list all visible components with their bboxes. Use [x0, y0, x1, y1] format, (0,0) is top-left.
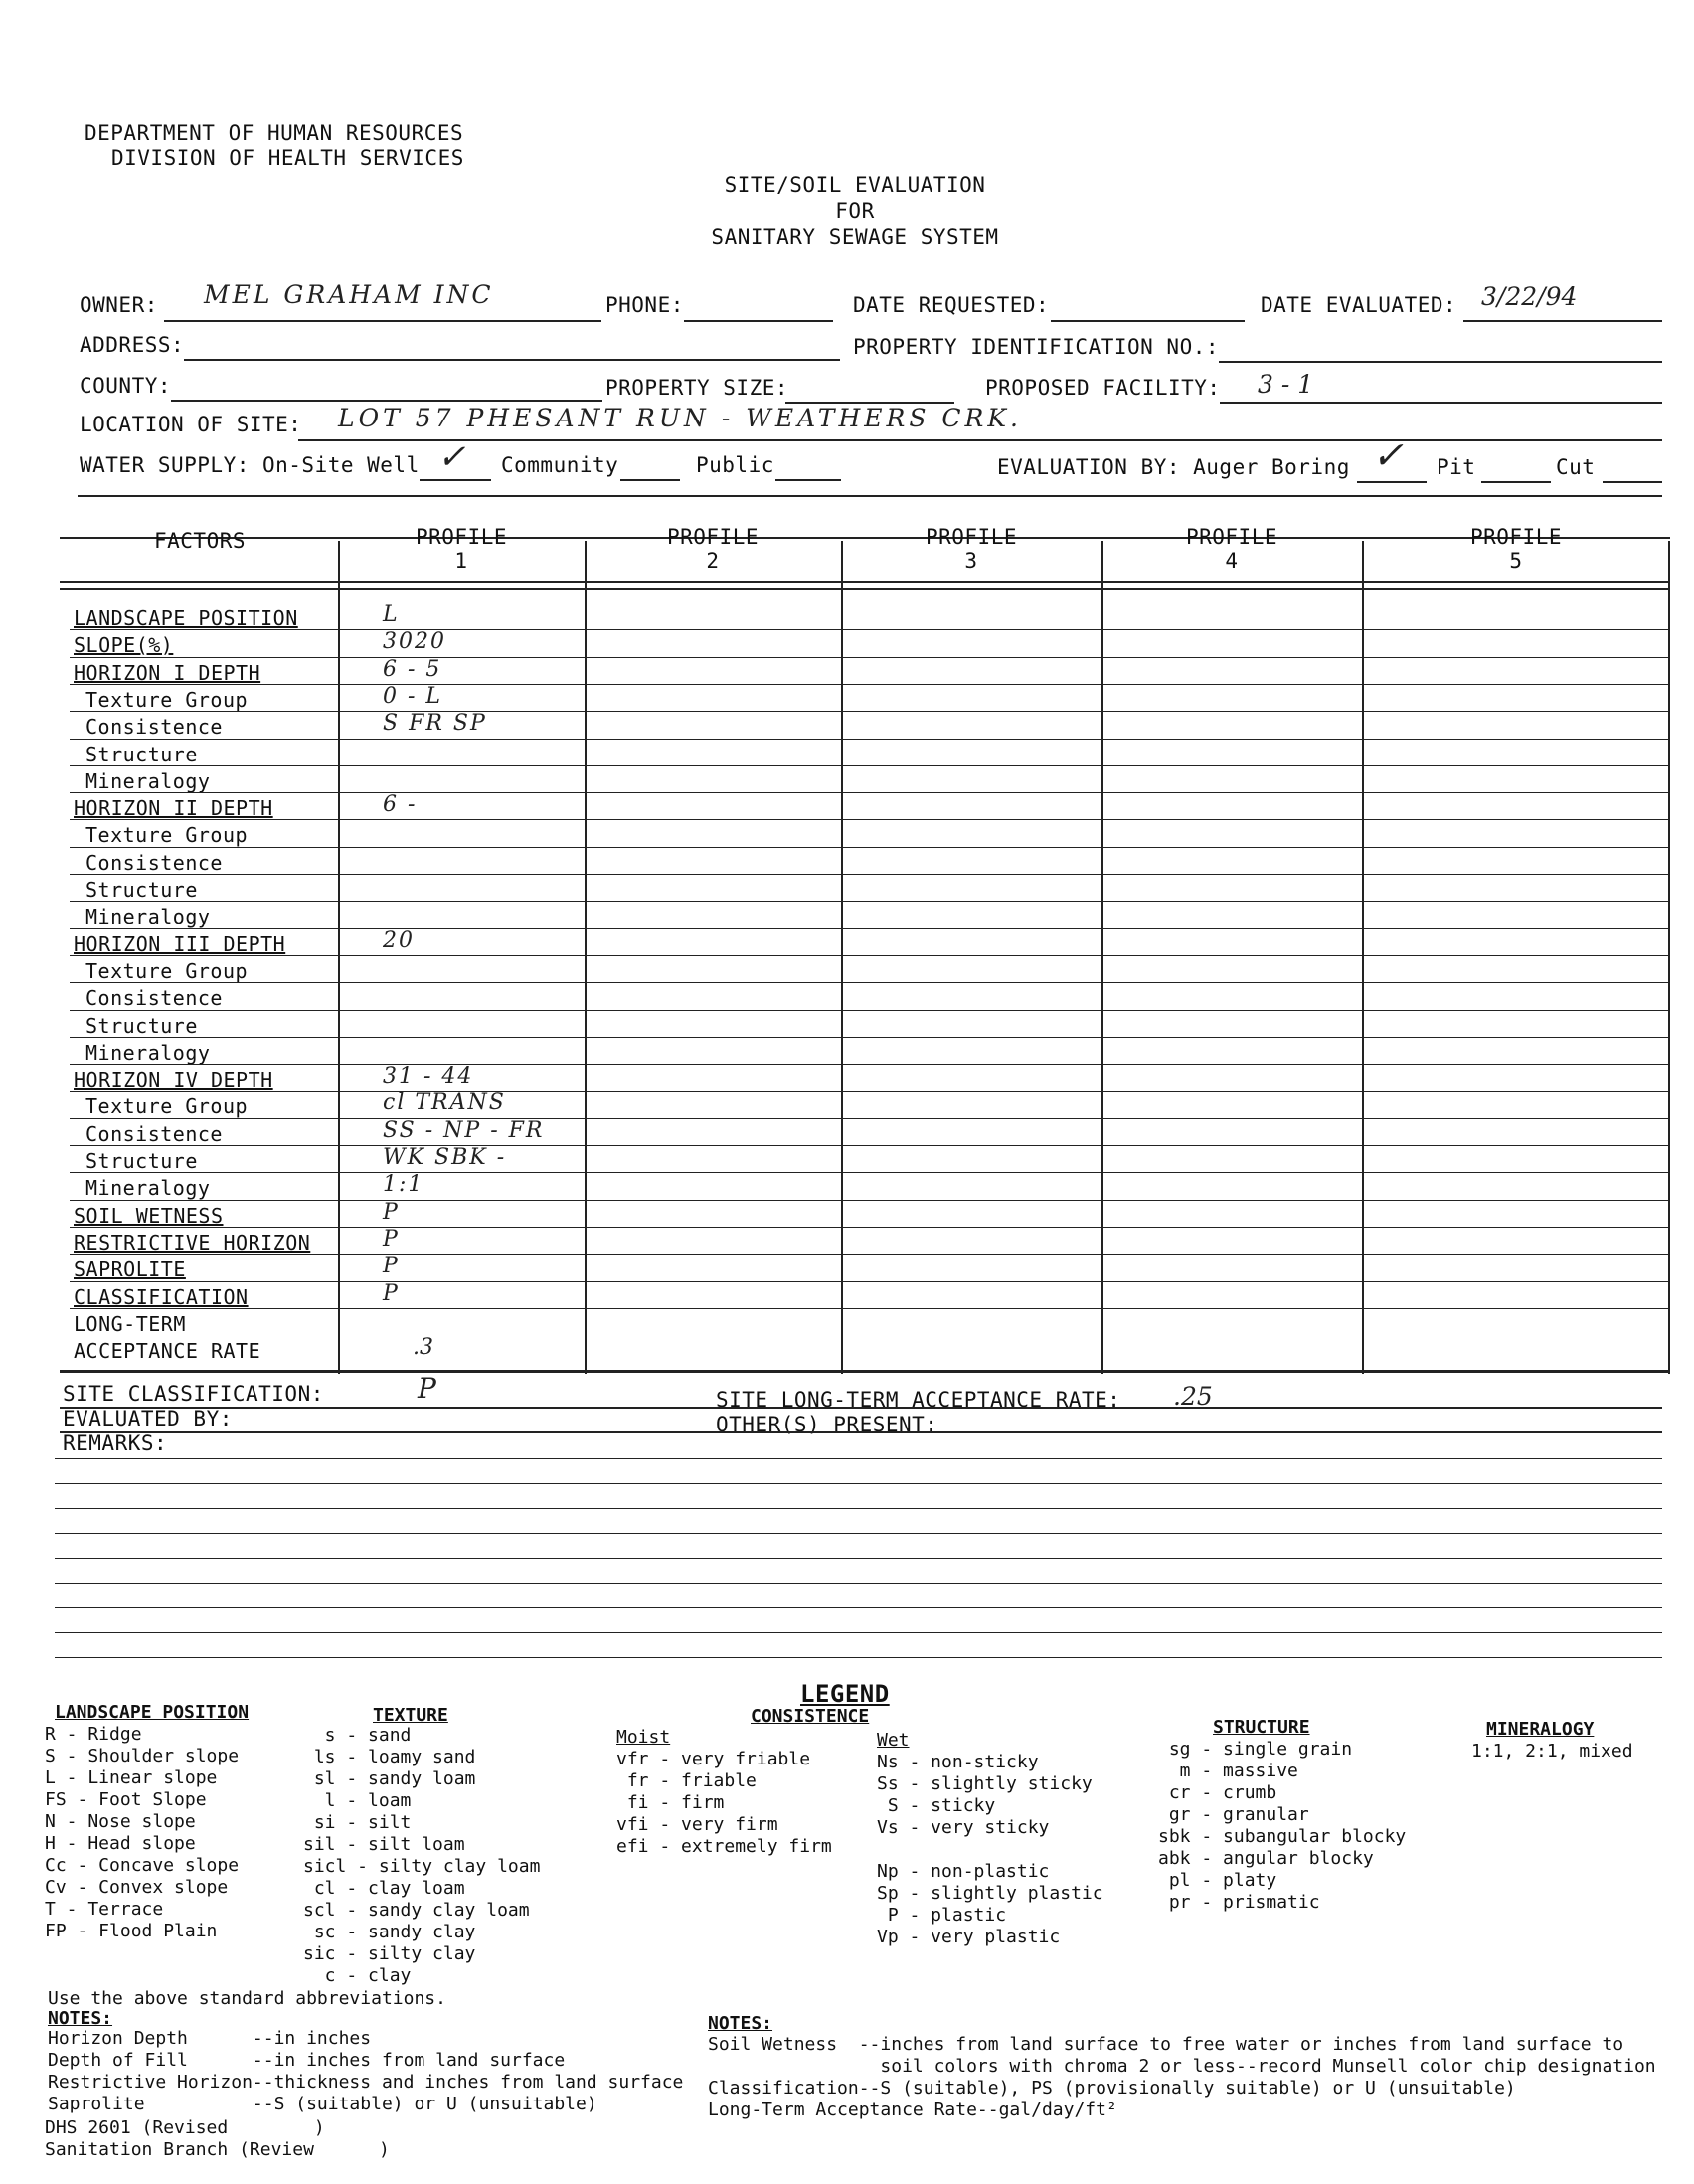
division-name: DIVISION OF HEALTH SERVICES	[111, 146, 464, 170]
ltar-value[interactable]: .3	[413, 1335, 433, 1361]
community-label: Community	[501, 453, 619, 477]
table-row-line	[70, 629, 1670, 630]
public-underline[interactable]	[775, 479, 841, 481]
remarks-line[interactable]	[55, 1583, 1662, 1584]
column-divider-3	[841, 541, 843, 1374]
well-underline	[420, 479, 491, 481]
evaluation-by-label: EVALUATION BY: Auger Boring	[997, 455, 1350, 479]
water-supply-label: WATER SUPPLY: On-Site Well	[80, 453, 420, 477]
moist-legend-title: Moist	[616, 1727, 671, 1748]
header-divider	[78, 495, 1662, 497]
pit-underline[interactable]	[1481, 481, 1551, 483]
factor-label: Structure	[85, 742, 198, 766]
evaluated-by-label: EVALUATED BY:	[63, 1407, 233, 1430]
profile-1-value[interactable]: 31 - 44	[383, 1064, 474, 1090]
texture-legend-items: s - sand ls - loamy sand sl - sandy loam l - loam si - silt sil - silt loam sicl - silty clay loam cl - clay loam scl - sandy clay loam sc - sandy clay sic - silty clay c - clay	[303, 1725, 541, 1986]
factor-label: Mineralogy	[85, 768, 211, 793]
profile-1-value[interactable]: SS - NP - FR	[383, 1117, 545, 1143]
summary-line-2[interactable]	[60, 1431, 1662, 1433]
table-row-line	[70, 1227, 1670, 1228]
table-row-line	[70, 1010, 1670, 1011]
community-underline[interactable]	[620, 479, 680, 481]
profile-1-value[interactable]: L	[383, 602, 400, 627]
remarks-line[interactable]	[55, 1558, 1662, 1559]
factor-label: LANDSCAPE POSITION	[74, 606, 298, 630]
profile-header-number-5: 5	[1509, 549, 1523, 573]
factor-label: Structure	[85, 1149, 198, 1173]
structure-legend-title: STRUCTURE	[1213, 1717, 1310, 1738]
profile-1-value[interactable]: P	[383, 1280, 400, 1306]
landscape-legend-title: LANDSCAPE POSITION	[55, 1702, 250, 1723]
profile-1-value[interactable]: 6 -	[383, 792, 418, 818]
date-requested-label: DATE REQUESTED:	[853, 293, 1050, 317]
ltar-label-line1: LONG-TERM	[74, 1311, 186, 1336]
profile-1-value[interactable]: P	[383, 1226, 400, 1252]
table-row-line	[70, 1118, 1670, 1119]
table-row-line	[70, 1145, 1670, 1146]
factor-label: Mineralogy	[85, 1176, 211, 1201]
department-name: DEPARTMENT OF HUMAN RESOURCES	[85, 121, 464, 145]
mineralogy-legend-items: 1:1, 2:1, mixed	[1471, 1741, 1633, 1762]
texture-legend-title: TEXTURE	[373, 1705, 448, 1726]
form-title-line2: FOR	[835, 199, 875, 223]
location-value[interactable]: LOT 57 PHESANT RUN - WEATHERS CRK.	[338, 404, 1022, 432]
profile-header-label-2: PROFILE	[666, 525, 759, 549]
table-right-border	[1668, 541, 1670, 1374]
factor-label: HORIZON II DEPTH	[74, 796, 273, 821]
factor-label: RESTRICTIVE HORIZON	[74, 1230, 311, 1255]
column-divider-5	[1362, 541, 1364, 1374]
date-evaluated-underline	[1463, 320, 1662, 322]
table-row-line	[70, 982, 1670, 983]
factor-label: Mineralogy	[85, 905, 211, 929]
others-present-label: OTHER(S) PRESENT:	[716, 1413, 938, 1436]
legend-title: LEGEND	[800, 1680, 890, 1708]
remarks-line[interactable]	[55, 1508, 1662, 1509]
remarks-line[interactable]	[55, 1607, 1662, 1608]
profile-1-value[interactable]: 1:1	[383, 1172, 424, 1198]
column-divider-2	[585, 541, 587, 1374]
notes-left-title: NOTES:	[48, 2008, 113, 2029]
table-row-line	[70, 1091, 1670, 1092]
table-row-line	[70, 1037, 1670, 1038]
summary-line-1	[60, 1407, 1662, 1409]
cut-label: Cut	[1556, 455, 1596, 479]
table-row-line	[70, 955, 1670, 956]
table-row-line	[70, 1254, 1670, 1255]
form-branch: Sanitation Branch (Review )	[45, 2139, 390, 2160]
notes-right-title: NOTES:	[708, 2013, 773, 2034]
profile-1-value[interactable]: 0 - L	[383, 683, 443, 709]
profile-1-value[interactable]: 6 - 5	[383, 656, 442, 682]
landscape-legend-items: R - Ridge S - Shoulder slope L - Linear slope FS - Foot Slope N - Nose slope H - Head slope Cc - Concave slope Cv - Convex slope T - Terrace FP - Flood Plain	[45, 1724, 240, 1941]
table-row-line	[70, 928, 1670, 929]
table-row-line	[70, 657, 1670, 658]
remarks-line[interactable]	[55, 1458, 1662, 1459]
column-divider-4	[1101, 541, 1103, 1374]
proposed-facility-underline	[1220, 402, 1662, 404]
factor-label: SLOPE(%)	[74, 633, 174, 658]
profile-header-label-4: PROFILE	[1185, 525, 1277, 549]
remarks-label: REMARKS:	[63, 1431, 168, 1455]
date-evaluated-value[interactable]: 3/22/94	[1481, 282, 1578, 311]
site-ltar-label: SITE LONG-TERM ACCEPTANCE RATE:	[716, 1388, 1121, 1412]
county-label: COUNTY:	[80, 374, 172, 398]
table-row-line	[70, 1172, 1670, 1173]
well-checkmark[interactable]: ✓	[437, 437, 466, 477]
factor-label: SAPROLITE	[74, 1258, 186, 1282]
profile-1-value[interactable]: P	[383, 1199, 400, 1225]
remarks-line[interactable]	[55, 1483, 1662, 1484]
wet-legend-items: Ns - non-sticky Ss - slightly sticky S - sticky Vs - very sticky Np - non-plastic Sp - slightly plastic P - plastic Vp - very plastic	[877, 1752, 1103, 1947]
site-ltar-value[interactable]: .25	[1173, 1382, 1213, 1411]
county-underline[interactable]	[171, 400, 602, 402]
owner-value[interactable]: MEL GRAHAM INC	[204, 280, 494, 309]
factor-label: Texture Group	[85, 823, 249, 848]
factor-label: HORIZON III DEPTH	[74, 931, 286, 956]
table-row-line	[70, 819, 1670, 820]
profile-1-value[interactable]: cl TRANS	[383, 1091, 506, 1116]
table-row-line	[70, 874, 1670, 875]
use-abbreviations-note: Use the above standard abbreviations.	[48, 1988, 446, 2009]
moist-legend-items: vfr - very friable fr - friable fi - firm vfi - very firm efi - extremely firm	[616, 1749, 832, 1857]
profile-header-number-4: 4	[1225, 549, 1239, 573]
form-title-line3: SANITARY SEWAGE SYSTEM	[711, 225, 999, 249]
factor-label: Mineralogy	[85, 1040, 211, 1065]
table-row-line	[70, 847, 1670, 848]
address-underline[interactable]	[184, 359, 840, 361]
factor-label: Structure	[85, 878, 198, 902]
profile-header-label-3: PROFILE	[925, 525, 1017, 549]
notes-right-items: Soil Wetness --inches from land surface to free water or inches from land surface to soil colors with chroma 2 or less--record Munsell color chip designation Classification--S (suitable), PS (provisionally suitable) or U (unsuitable) Long-Term Acceptance Rate--gal/day/ft²	[708, 2034, 1656, 2120]
site-classification-value[interactable]: P	[418, 1372, 436, 1405]
factor-label: Consistence	[85, 850, 223, 875]
remarks-line[interactable]	[55, 1657, 1662, 1658]
profile-1-value[interactable]: WK SBK -	[383, 1145, 507, 1170]
table-row-line	[70, 1281, 1670, 1282]
phone-label: PHONE:	[605, 293, 684, 317]
factor-label: Consistence	[85, 1121, 223, 1146]
profile-1-value[interactable]: P	[383, 1254, 400, 1279]
profile-1-value[interactable]: S FR SP	[383, 711, 487, 737]
location-label: LOCATION OF SITE:	[80, 413, 302, 436]
structure-legend-items: sg - single grain m - massive cr - crumb gr - granular sbk - subangular blocky abk - angular blocky pl - platy pr - prismatic	[1158, 1739, 1407, 1913]
table-row-line	[70, 1064, 1670, 1065]
factor-label: Consistence	[85, 715, 223, 740]
public-label: Public	[696, 453, 774, 477]
table-row-line	[70, 1308, 1670, 1309]
table-row-line	[70, 765, 1670, 766]
table-bottom-border	[60, 1370, 1670, 1373]
profile-header-number-3: 3	[964, 549, 978, 573]
phone-underline[interactable]	[684, 320, 833, 322]
owner-underline	[164, 320, 601, 322]
factor-label: Texture Group	[85, 1094, 249, 1119]
pit-label: Pit	[1437, 455, 1476, 479]
wet-legend-title: Wet	[877, 1730, 910, 1751]
factor-label: Texture Group	[85, 958, 249, 983]
property-size-label: PROPERTY SIZE:	[605, 376, 789, 400]
factor-label: CLASSIFICATION	[74, 1284, 249, 1309]
proposed-facility-value[interactable]: 3 - 1	[1258, 370, 1314, 399]
factor-label: Texture Group	[85, 687, 249, 712]
address-label: ADDRESS:	[80, 333, 185, 357]
profile-header-number-2: 2	[706, 549, 720, 573]
property-id-underline[interactable]	[1219, 361, 1662, 363]
column-divider-1	[338, 541, 340, 1374]
table-row-line	[70, 711, 1670, 712]
date-evaluated-label: DATE EVALUATED:	[1261, 293, 1457, 317]
ltar-label-line2: ACCEPTANCE RATE	[74, 1339, 261, 1364]
factor-label: Consistence	[85, 986, 223, 1011]
factor-label: SOIL WETNESS	[74, 1203, 224, 1228]
profile-table	[60, 527, 1670, 1382]
site-classification-label: SITE CLASSIFICATION:	[63, 1382, 324, 1406]
table-row-line	[70, 901, 1670, 902]
factors-header: FACTORS	[154, 529, 247, 553]
profile-1-value[interactable]: 20	[383, 927, 415, 953]
profile-header-label-5: PROFILE	[1469, 525, 1562, 549]
table-row-line	[70, 792, 1670, 793]
owner-label: OWNER:	[80, 293, 158, 317]
consistence-legend-title: CONSISTENCE	[751, 1706, 870, 1727]
remarks-line[interactable]	[55, 1533, 1662, 1534]
table-row-line	[70, 1200, 1670, 1201]
profile-header-number-1: 1	[454, 549, 468, 573]
mineralogy-legend-title: MINERALOGY	[1486, 1719, 1595, 1740]
form-id: DHS 2601 (Revised )	[45, 2117, 325, 2138]
profile-header-label-1: PROFILE	[415, 525, 507, 549]
profile-1-value[interactable]: 3020	[383, 629, 446, 655]
factor-label: HORIZON I DEPTH	[74, 660, 261, 685]
notes-left-items: Horizon Depth --in inches Depth of Fill --in inches from land surface Restrictive Horizon--thickness and inches from land surface Saprolite --S (suitable) or U (unsuitable)	[48, 2028, 684, 2114]
table-row-line	[70, 684, 1670, 685]
property-id-label: PROPERTY IDENTIFICATION NO.:	[853, 335, 1220, 359]
date-requested-underline[interactable]	[1051, 320, 1245, 322]
factor-label: HORIZON IV DEPTH	[74, 1068, 273, 1092]
form-title-line1: SITE/SOIL EVALUATION	[724, 173, 986, 197]
auger-checkmark[interactable]: ✓	[1372, 433, 1404, 477]
remarks-line[interactable]	[55, 1632, 1662, 1633]
auger-underline	[1357, 481, 1427, 483]
factor-label: Structure	[85, 1013, 198, 1038]
table-row-line	[70, 739, 1670, 740]
location-underline	[298, 439, 1662, 441]
cut-underline[interactable]	[1603, 481, 1662, 483]
proposed-facility-label: PROPOSED FACILITY:	[985, 376, 1221, 400]
